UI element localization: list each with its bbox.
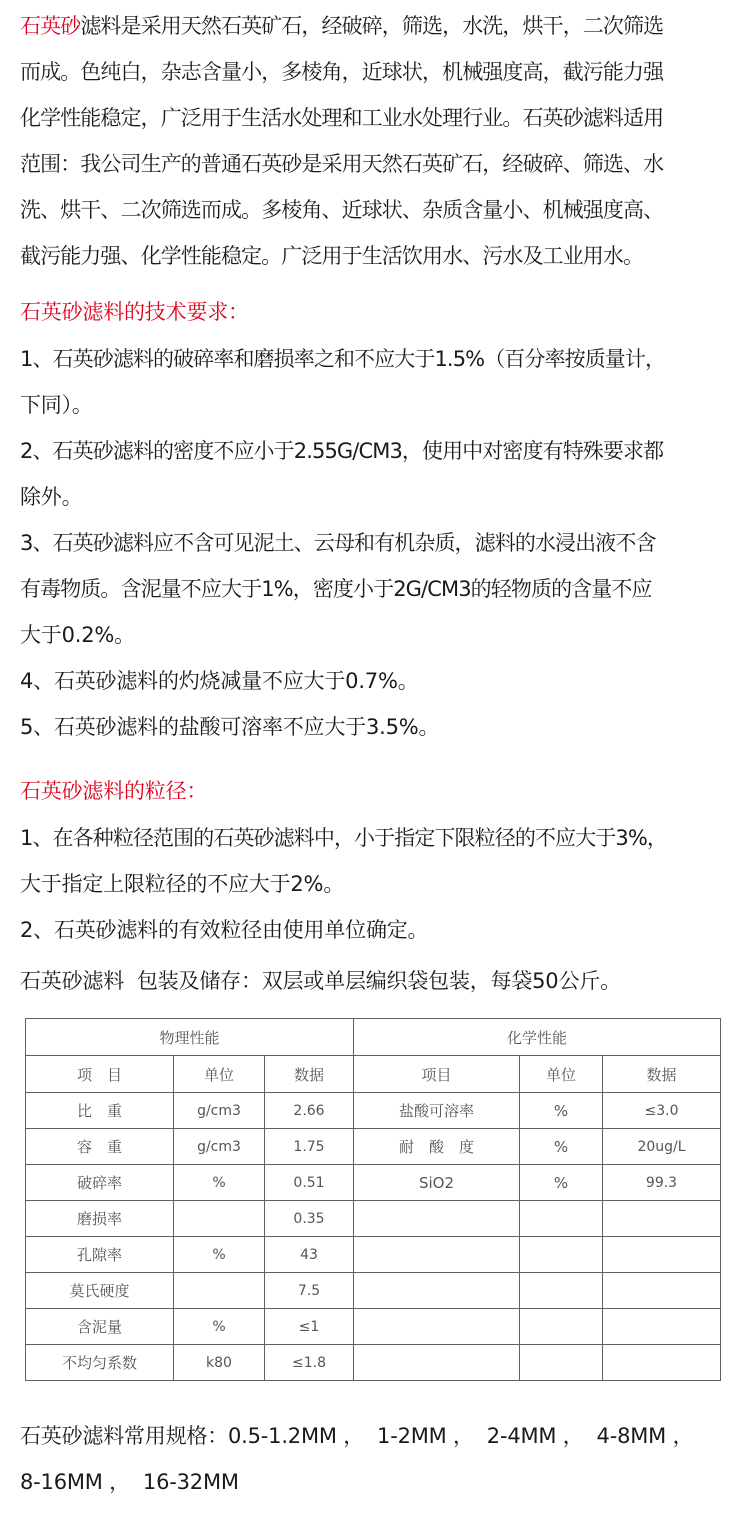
table-cell: % xyxy=(174,1237,265,1273)
tech-item-line: 5、石英砂滤料的盐酸可溶率不应大于3.5%。 xyxy=(20,715,440,739)
intro-lead-highlight: 石英砂 xyxy=(20,14,81,38)
table-cell: 不均匀系数 xyxy=(26,1345,174,1381)
table-cell: 比 重 xyxy=(26,1093,174,1129)
table-cell: % xyxy=(174,1309,265,1345)
table-row xyxy=(26,1237,721,1273)
table-cell xyxy=(174,1201,265,1237)
table-cell: 43 xyxy=(265,1237,354,1273)
properties-table-wrapper xyxy=(25,1018,721,1381)
table-cell xyxy=(520,1237,603,1273)
tech-item-line: 2、石英砂滤料的密度不应小于2.55G/CM3，使用中对密度有特殊要求都 xyxy=(20,439,664,463)
column-header: 单位 xyxy=(520,1056,603,1093)
table-cell xyxy=(603,1201,721,1237)
table-cell xyxy=(520,1201,603,1237)
table-row xyxy=(26,1201,721,1237)
table-cell xyxy=(603,1345,721,1381)
table-row xyxy=(26,1093,721,1129)
table-cell xyxy=(354,1237,520,1273)
table-cell: ≤3.0 xyxy=(603,1093,721,1129)
table-row xyxy=(26,1309,721,1345)
table-cell: 破碎率 xyxy=(26,1165,174,1201)
common-specifications xyxy=(20,1413,732,1505)
size-item-line: 1、在各种粒径范围的石英砂滤料中，小于指定下限粒径的不应大于3%， xyxy=(20,826,667,850)
table-cell xyxy=(603,1273,721,1309)
table-group-header-row xyxy=(26,1019,721,1056)
table-cell xyxy=(520,1309,603,1345)
tech-requirements-heading: 石英砂滤料的技术要求： xyxy=(20,300,249,324)
size-item-line: 2、石英砂滤料的有效粒径由使用单位确定。 xyxy=(20,918,429,942)
table-cell xyxy=(520,1345,603,1381)
column-header: 项目 xyxy=(354,1056,520,1093)
spec-line: 石英砂滤料常用规格：0.5-1.2MM ， 1-2MM ， 2-4MM ， 4-8MM ， xyxy=(20,1424,694,1448)
table-cell: 20ug/L xyxy=(603,1129,721,1165)
table-cell: ≤1 xyxy=(265,1309,354,1345)
tech-item-line: 4、石英砂滤料的灼烧减量不应大于0.7%。 xyxy=(20,669,419,693)
tech-item-line: 大于0.2%。 xyxy=(20,623,135,647)
table-cell xyxy=(520,1273,603,1309)
table-cell: % xyxy=(174,1165,265,1201)
tech-item-line: 除外。 xyxy=(20,485,83,509)
chemical-properties-header: 化学性能 xyxy=(354,1019,721,1056)
table-cell: 莫氏硬度 xyxy=(26,1273,174,1309)
particle-size-list xyxy=(20,815,732,953)
table-cell xyxy=(354,1201,520,1237)
tech-requirements-list xyxy=(20,336,732,750)
table-cell xyxy=(354,1273,520,1309)
column-header: 数据 xyxy=(603,1056,721,1093)
table-cell: 磨损率 xyxy=(26,1201,174,1237)
table-cell xyxy=(603,1237,721,1273)
table-cell: 孔隙率 xyxy=(26,1237,174,1273)
physical-properties-header: 物理性能 xyxy=(26,1019,354,1056)
table-cell: 0.51 xyxy=(265,1165,354,1201)
table-column-header-row xyxy=(26,1056,721,1093)
packaging-info: 石英砂滤料 包装及储存：双层或单层编织袋包装，每袋50公斤。 xyxy=(20,969,621,993)
properties-table xyxy=(25,1018,721,1381)
table-cell: g/cm3 xyxy=(174,1129,265,1165)
column-header: 单位 xyxy=(174,1056,265,1093)
intro-line: 化学性能稳定，广泛用于生活水处理和工业水处理行业。石英砂滤料适用 xyxy=(20,106,664,130)
table-cell: g/cm3 xyxy=(174,1093,265,1129)
table-cell: % xyxy=(520,1129,603,1165)
tech-item-line: 有毒物质。含泥量不应大于1%，密度小于2G/CM3的轻物质的含量不应 xyxy=(20,577,652,601)
table-row xyxy=(26,1273,721,1309)
tech-item-line: 3、石英砂滤料应不含可见泥土、云母和有机杂质，滤料的水浸出液不含 xyxy=(20,531,656,555)
table-cell: ≤1.8 xyxy=(265,1345,354,1381)
intro-line: 截污能力强、化学性能稳定。广泛用于生活饮用水、污水及工业用水。 xyxy=(20,244,644,268)
table-cell: 含泥量 xyxy=(26,1309,174,1345)
table-cell xyxy=(174,1273,265,1309)
intro-line: 而成。色纯白，杂志含量小，多棱角，近球状，机械强度高，截污能力强 xyxy=(20,60,664,84)
tech-item-line: 1、石英砂滤料的破碎率和磨损率之和不应大于1.5%（百分率按质量计， xyxy=(20,347,666,371)
table-row xyxy=(26,1165,721,1201)
table-row xyxy=(26,1345,721,1381)
table-cell: 盐酸可溶率 xyxy=(354,1093,520,1129)
spec-line: 8-16MM ， 16-32MM xyxy=(20,1470,239,1494)
table-cell: 容 重 xyxy=(26,1129,174,1165)
table-cell xyxy=(354,1309,520,1345)
column-header: 数据 xyxy=(265,1056,354,1093)
table-row xyxy=(26,1129,721,1165)
table-cell: % xyxy=(520,1165,603,1201)
intro-line: 范围：我公司生产的普通石英砂是采用天然石英矿石，经破碎、筛选、水 xyxy=(20,152,664,176)
table-cell: 2.66 xyxy=(265,1093,354,1129)
table-cell: 耐 酸 度 xyxy=(354,1129,520,1165)
intro-line: 石英砂滤料是采用天然石英矿石，经破碎，筛选，水洗，烘干，二次筛选 xyxy=(20,14,664,38)
table-cell xyxy=(603,1309,721,1345)
table-cell: 7.5 xyxy=(265,1273,354,1309)
table-cell: SiO2 xyxy=(354,1165,520,1201)
size-item-line: 大于指定上限粒径的不应大于2%。 xyxy=(20,872,345,896)
column-header: 项 目 xyxy=(26,1056,174,1093)
table-cell: 99.3 xyxy=(603,1165,721,1201)
particle-size-heading: 石英砂滤料的粒径： xyxy=(20,779,208,803)
table-cell: % xyxy=(520,1093,603,1129)
table-cell: 1.75 xyxy=(265,1129,354,1165)
table-cell: k80 xyxy=(174,1345,265,1381)
table-cell: 0.35 xyxy=(265,1201,354,1237)
intro-paragraph xyxy=(20,3,732,279)
table-cell xyxy=(354,1345,520,1381)
tech-item-line: 下同）。 xyxy=(20,393,93,417)
intro-line: 洗、烘干、二次筛选而成。多棱角、近球状、杂质含量小、机械强度高、 xyxy=(20,198,664,222)
